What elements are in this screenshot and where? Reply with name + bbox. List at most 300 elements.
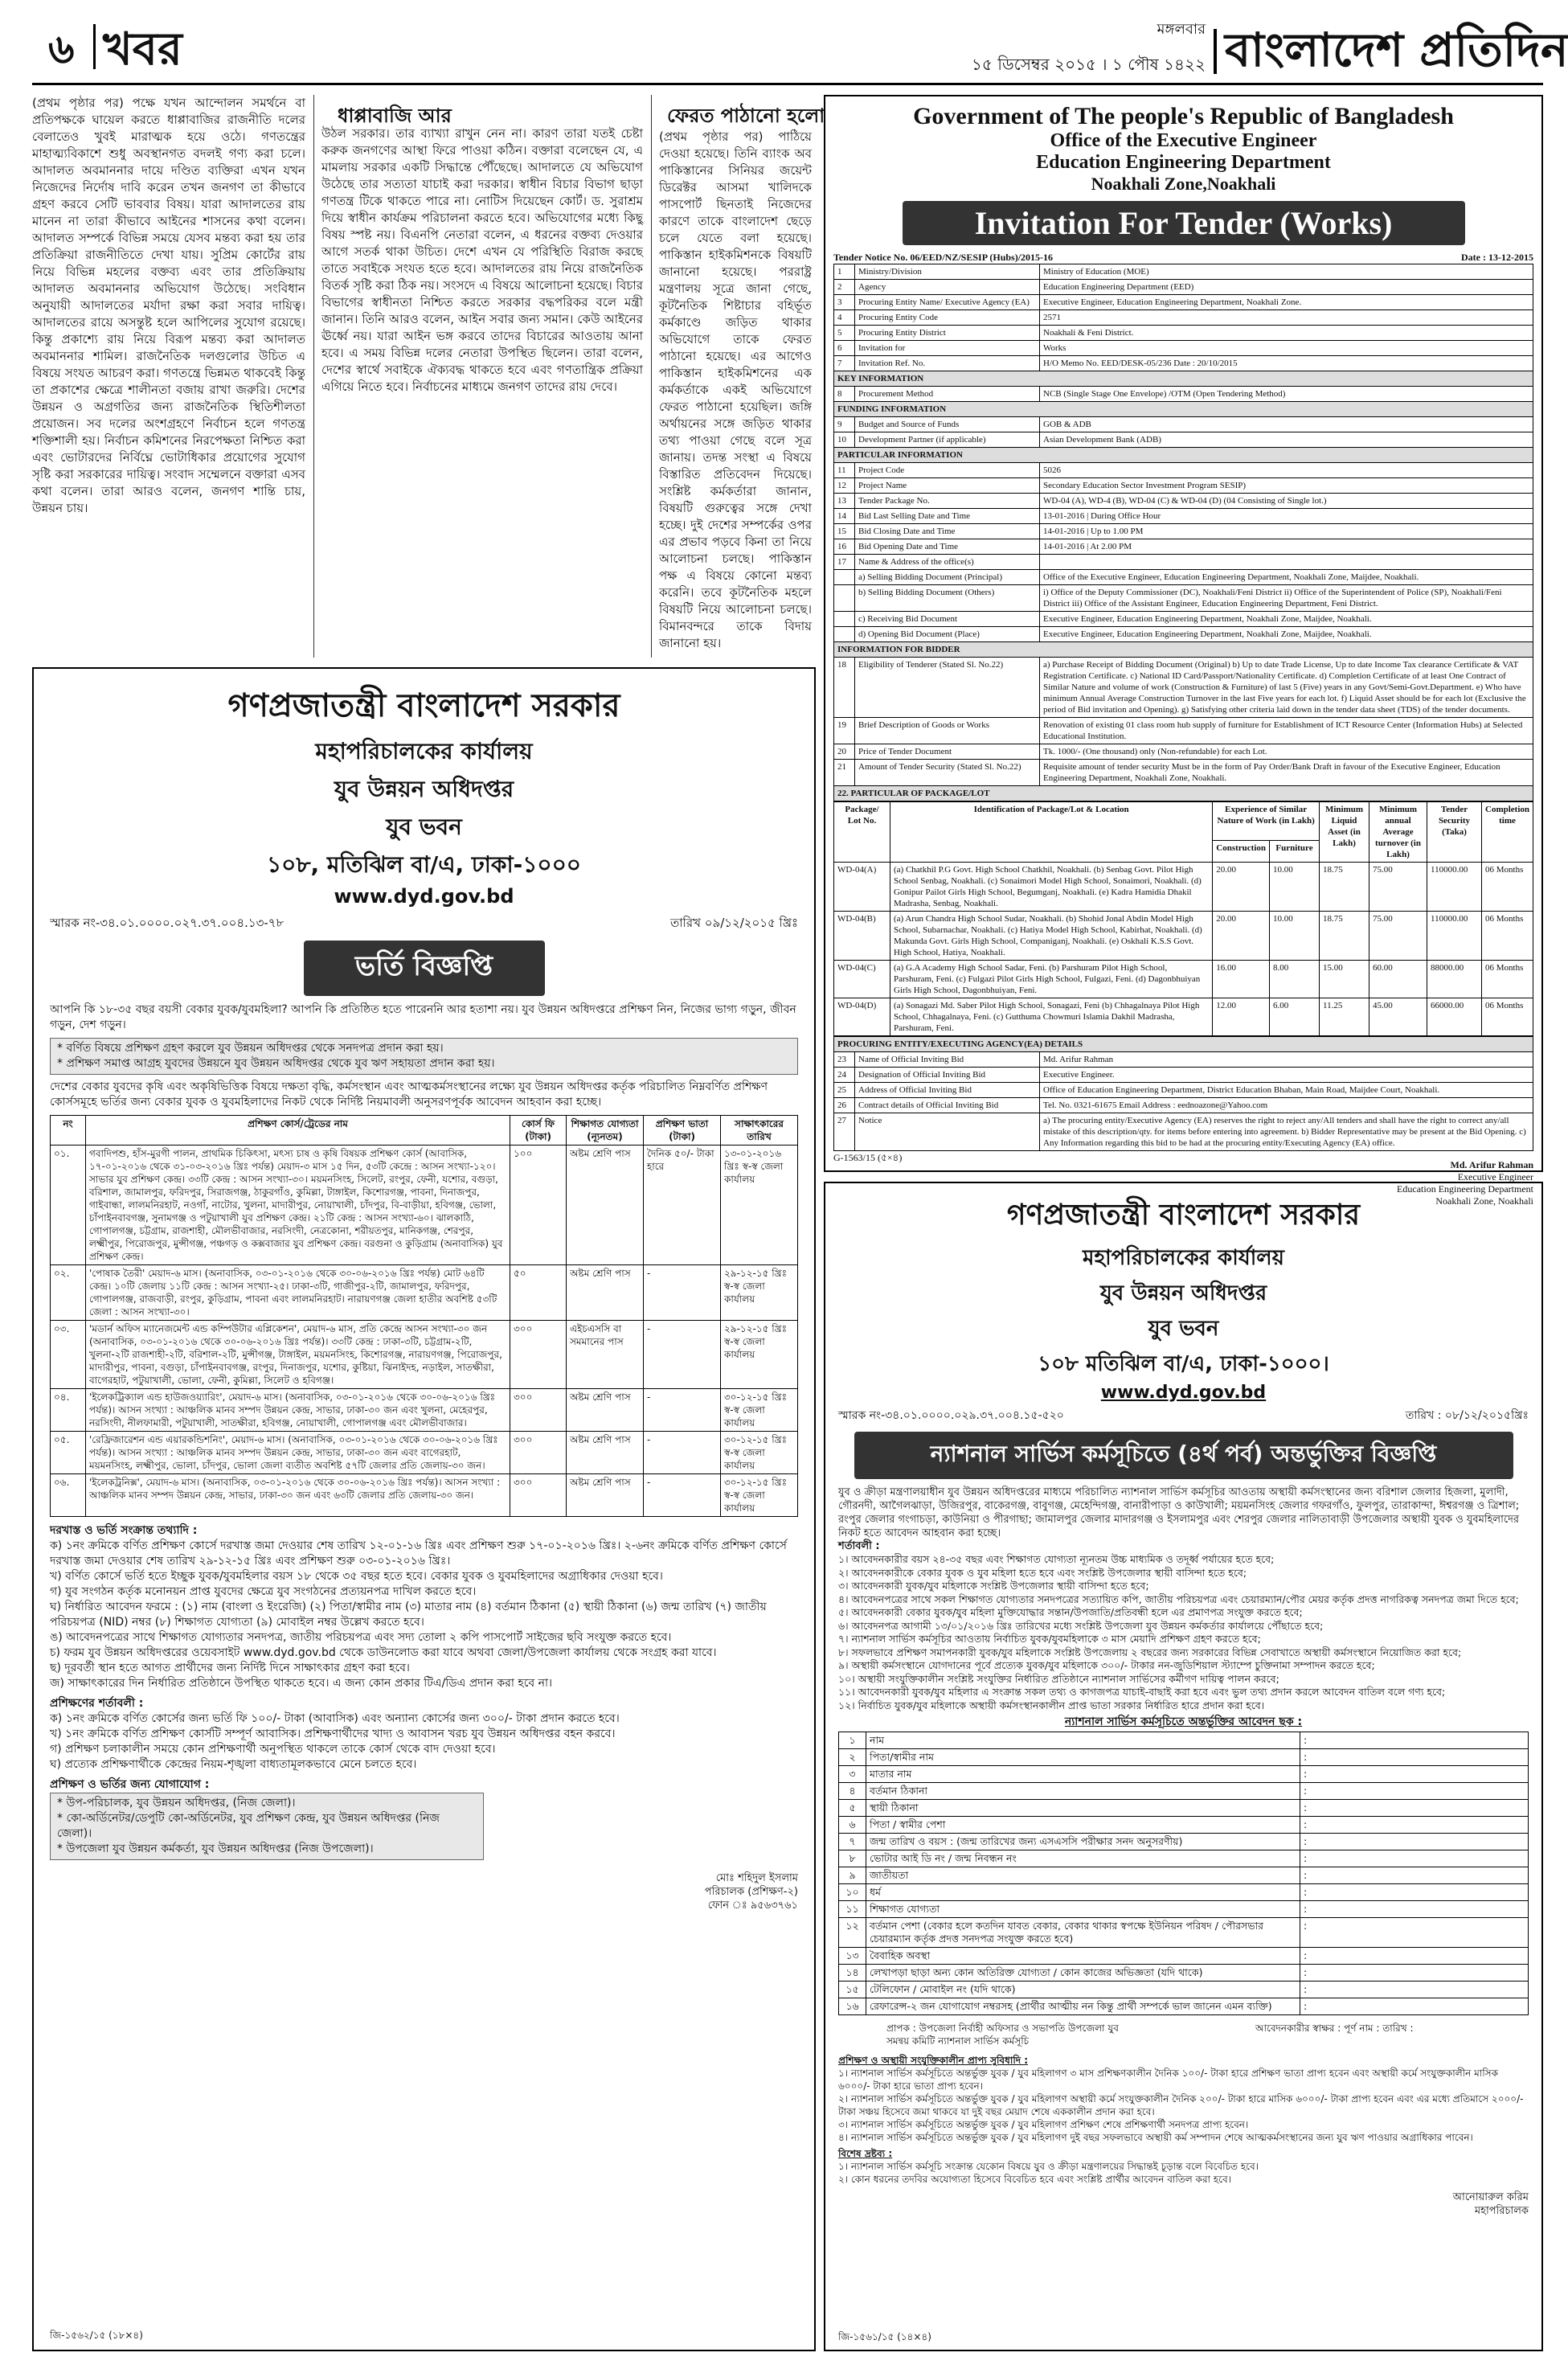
- table-cell: 8: [834, 387, 855, 402]
- table-row: [51, 1321, 798, 1389]
- column-header: প্রশিক্ষণ ভাতা (টাকা): [644, 1116, 721, 1146]
- table-cell: 15: [834, 524, 855, 539]
- office-name: Office of the Executive Engineer: [1050, 130, 1317, 151]
- table-cell: 1: [834, 264, 855, 280]
- form-value[interactable]: :: [1300, 1918, 1529, 1948]
- gov-title: Government of The people's Republic of Bangladesh: [913, 103, 1454, 129]
- list-item: জ) সাক্ষাৎকারের দিন নির্ধারিত প্রতিষ্ঠানে উপস্থিত থাকতে হবে। এ জন্য কোন প্রকার টিএ/ডিএ প্রদান করা হবে না।: [50, 1677, 553, 1690]
- conditions-title: শর্তাবলী :: [838, 1540, 880, 1552]
- receiver-block: [838, 2022, 1529, 2047]
- course-table: [50, 1115, 798, 1517]
- section-row: [834, 371, 1533, 387]
- list-item: ৭। ন্যাশনাল সার্ভিস কর্মসূচির আওতায় নির্বাচিত যুবক/যুবমহিলাকে ৩ মাস মেয়াদি প্রশিক্ষণ গ্রহণ করতে হবে;: [838, 1633, 1261, 1645]
- table-row: [834, 555, 1533, 570]
- issue-date: ১৫ ডিসেম্বর ২০১৫ । ১ পৌষ ১৪২২: [971, 55, 1206, 74]
- table-cell: অষ্টম শ্রেণি পাস: [567, 1432, 644, 1474]
- list-item: ঘ) নির্ধারিত আবেদন ফরমে : (১) নাম (বাংলা ও ইংরেজি) (২) পিতা/স্বামীর নাম (৩) মাতার নাম (৪) বর্তমান ঠিকানা (৫) স্থায়ী ঠিকানা (৬) জন্ম তারিখ (৭) জাতীয় পরিচয়পত্র (NID) নম্বর (৮) শিক্ষাগত যোগ্যতা (৯) মোবাইল নম্বর উল্লেখ করতে হবে।: [50, 1600, 767, 1629]
- form-number: ৯: [839, 1867, 866, 1884]
- table-cell: Renovation of existing 01 class room hub supply of furniture for Establishment of ICT Resource Center (Information Hubs) at Selected Educational Institution.: [1040, 718, 1533, 744]
- form-label: শিক্ষাগত যোগ্যতা: [866, 1901, 1300, 1918]
- table-cell: Project Name: [855, 478, 1040, 494]
- table-cell: Agency: [855, 280, 1040, 295]
- table-row: [834, 718, 1533, 744]
- list-item: ৪। আবেদনপত্রের সাথে সকল শিক্ষাগত যোগ্যতার সনদপত্রের সত্যায়িত কপি, জাতীয় পরিচয়পত্র এবং চেয়ারম্যান/পৌর মেয়র কর্তৃক প্রদত্ত নাগরিকত্ব সনদপত্র জমা দিতে হবে;: [838, 1592, 1519, 1605]
- column-header: কোর্স ফি (টাকা): [510, 1116, 567, 1146]
- list-item: খ) বর্ণিত কোর্সে ভর্তি হতে ইচ্ছুক যুবক/যুবমহিলার বয়স ১৮ থেকে ৩৫ বছর হতে হবে। বেকার যুবক ও যুবমহিলাদের অগ্রাধিকার দেওয়া হবে।: [50, 1570, 663, 1583]
- form-number: ১৪: [839, 1965, 866, 1982]
- table-cell: Requisite amount of tender security Must be in the form of Pay Order/Bank Draft in favour of the Executive Engineer, Education Engineering Department, Noakhali Zone, Noakhali.: [1040, 760, 1533, 786]
- form-number: ২: [839, 1749, 866, 1766]
- table-row: [834, 1098, 1533, 1113]
- table-cell: 18.75: [1320, 912, 1369, 961]
- table-cell: Procuring Entity District: [855, 326, 1040, 341]
- column-header: Identification of Package/Lot & Location: [890, 802, 1213, 863]
- table-cell: অষ্টম শ্রেণি পাস: [567, 1389, 644, 1432]
- list-item: ১। ন্যাশনাল সার্ভিস কর্মসূচি সংক্রান্ত যেকোন বিষয়ে যুব ও ক্রীড়া মন্ত্রণালয়ের সিদ্ধান্তই চূড়ান্ত বলে বিবেচিত হবে।: [838, 2161, 1259, 2172]
- table-cell: 7: [834, 356, 855, 371]
- form-number: ১০: [839, 1884, 866, 1901]
- table-cell: WD-04(D): [834, 998, 890, 1036]
- table-cell: H/O Memo No. EED/DESK-05/236 Date : 20/10/2015: [1040, 356, 1533, 371]
- table-cell: 88000.00: [1427, 961, 1482, 998]
- column-header: Experience of Similar Nature of Work (in Lakh): [1213, 802, 1320, 841]
- form-number: ৪: [839, 1783, 866, 1800]
- table-cell: 4: [834, 310, 855, 326]
- table-row: [834, 1113, 1533, 1151]
- table-cell: 06 Months: [1482, 863, 1533, 912]
- benefits-list: [838, 2067, 1529, 2144]
- form-row: [839, 1749, 1529, 1766]
- form-number: ১৩: [839, 1948, 866, 1965]
- tender-title: Invitation For Tender (Works): [903, 201, 1465, 245]
- notice-title: ন্যাশনাল সার্ভিস কর্মসূচিতে (৪র্থ পর্ব) অন্তর্ভুক্তির বিজ্ঞপ্তি: [854, 1432, 1513, 1479]
- table-row: [834, 387, 1533, 402]
- table-cell: অষ্টম শ্রেণি পাস: [567, 1146, 644, 1265]
- table-row: [834, 863, 1533, 912]
- column-header: সাক্ষাৎকারের তারিখ: [721, 1116, 798, 1146]
- form-label: লেখাপড়া ছাড়া অন্য কোন অতিরিক্ত যোগ্যতা / কোন কাজের অভিজ্ঞতা (যদি থাকে): [866, 1965, 1300, 1982]
- news-column-1: (প্রথম পৃষ্ঠার পর) পক্ষে যখন আন্দোলন সমর্থনে বা প্রতিপক্ষকে ঘায়েল করতে ধাপ্পাবাজির রাজনীতি দলের বেলাতেও খুবই মারাত্মক হয়ে ওঠে। গণতন্ত্রের মাহাত্ম্যবিকাশে শুধু অবস্থানগত বদলই গণ্য করা চলে। আদালত অবমাননার দায়ে দণ্ডিত ব্যক্তিরা এখন যখন নিজেদের নির্দোষ দাবি করেন তখন জনগণ তা কীভাবে গ্রহণ করবে সেটি ভাববার বিষয়। যারা আদালতের রায় মানেন না তারা কীভাবে আইনের শাসনের কথা বলেন। আদালত সম্পর্কে বিভিন্ন সময়ে যেসব মন্তব্য করা হয় তার প্রতিক্রিয়া রাজনীতিতে দেখা যায়। সুপ্রিম কোর্টের রায় নিয়ে বিভিন্ন মহলের বক্তব্য এবং তার প্রতিক্রিয়ায় আদালত অবমাননার অভিযোগ উঠেছে। সংবিধান অনুযায়ী আদালতের মর্যাদা রক্ষা করা সবার দায়িত্ব। আদালতের রায়ে অসন্তুষ্ট হলে আপিলের সুযোগ রয়েছে। কিন্তু প্রকাশ্যে রায় নিয়ে বিরূপ মন্তব্য করা আদালত অবমাননার শামিল। রাজনৈতিক দলগুলোর উচিত এ বিষয়ে সংযত আচরণ করা। গণতন্ত্রে ভিন্নমত থাকবেই কিন্তু তা প্রকাশের ক্ষেত্রে শালীনতা বজায় রাখা জরুরি। দেশের উন্নয়ন ও অগ্রগতির জন্য রাজনৈতিক স্থিতিশীলতা প্রয়োজন। সব দলের অংশগ্রহণে নির্বাচন হলে গণতন্ত্র শক্তিশালী হয়। নির্বাচন কমিশনের নিরপেক্ষতা নিশ্চিত করা এবং ভোটারদের নির্বিঘ্নে ভোটাধিকার প্রয়োগের সুযোগ সৃষ্টি করা সরকারের দায়িত্ব। সংবাদ সম্মেলনে বক্তারা এসব কথা বলেন। তারা আরও বলেন, জনগণ শান্তি চায়, উন্নয়ন চায়।: [32, 96, 305, 515]
- table-cell: গবাদিপশু, হাঁস-মুরগী পালন, প্রাথমিক চিকিৎসা, মৎস্য চাষ ও কৃষি বিষয়ক প্রশিক্ষণ কোর্স (আবাসিক, ১৭-০১-২০১৬ থেকে ৩১-০৩-২০১৬ খ্রিঃ পর্যন্ত) মেয়াদ-৩ মাস ১৫ দিন, ৫৩টি কেন্দ্রে : আসন সংখ্যা-১২০। সাভার যুব প্রশিক্ষণ কেন্দ্র। ৩৩টি কেন্দ্র : আসন সংখ্যা-৩০। ময়মনসিংহ, সিলেট, রংপুর, ফেনী, যশোর, বগুড়া, বরিশাল, জামালপুর, ফরিদপুর, সিরাজগঞ্জ, ঠাকুরগাঁও, কুমিল্লা, টাঙ্গাইল, কিশোরগঞ্জ, পাবনা, দিনাজপুর, গাইবান্ধা, লালমনিরহাট, নওগাঁ, নাটোর, খুলনা, মাদারীপুর, নোয়াখালী, চাঁদপুর, বি-বাড়ীয়া, হবিগঞ্জ, ভোলা, চাঁপাইনবাবগঞ্জ, সুনামগঞ্জ ও পটুয়াখালী যুব প্রশিক্ষণ কেন্দ্র। ২১টি কেন্দ্র : আসন সংখ্যা-৬০। ঝালকাঠি, গোপালগঞ্জ, চট্টগ্রাম, রাজশাহী, মৌলভীবাজার, নরসিংদী, নেত্রকোনা, শরীয়তপুর, মানিকগঞ্জ, শেরপুর, লক্ষ্মীপুর, পিরোজপুর, মুন্সীগঞ্জ, পঞ্চগড় ও কক্সবাজার যুব প্রশিক্ষণ কেন্দ্র। বরগুনা ও কুড়িগ্রাম (অনাবাসিক) যুব প্রশিক্ষণ কেন্দ্র।: [86, 1146, 510, 1265]
- department-name: যুব উন্নয়ন অধিদপ্তর: [334, 776, 514, 802]
- form-value[interactable]: :: [1300, 1998, 1529, 2015]
- table-cell: 110000.00: [1427, 863, 1482, 912]
- table-cell: Executive Engineer, Education Engineering Department, Noakhali Zone, Maijdee, Noakhali.: [1040, 627, 1533, 642]
- advertisement-admission: [32, 667, 816, 2351]
- advertisement-national-service: [824, 1182, 1543, 2351]
- form-value[interactable]: :: [1300, 1884, 1529, 1901]
- table-cell: 75.00: [1369, 863, 1427, 912]
- table-cell: 15.00: [1320, 961, 1369, 998]
- rules-title: দরখাস্ত ও ভর্তি সংক্রান্ত তথ্যাদি :: [50, 1524, 198, 1537]
- section-label: FUNDING INFORMATION: [834, 402, 1533, 417]
- table-cell: a) Selling Bidding Document (Principal): [855, 570, 1040, 585]
- table-row: [834, 494, 1533, 509]
- table-cell: 06 Months: [1482, 961, 1533, 998]
- note: * বর্ণিত বিষয়ে প্রশিক্ষণ গ্রহণ করলে যুব উন্নয়ন অধিদপ্তর থেকে সনদপত্র প্রদান করা হয়।: [57, 1042, 444, 1055]
- table-cell: 2: [834, 280, 855, 295]
- section-label: PROCURING ENTITY/EXECUTING AGENCY(EA) DETAILS: [834, 1037, 1533, 1052]
- column-header: Tender Security (Taka): [1427, 802, 1482, 863]
- table-cell: WD-04(A): [834, 863, 890, 912]
- table-cell: 10.00: [1270, 863, 1320, 912]
- form-label: পিতা/স্বামীর নাম: [866, 1749, 1300, 1766]
- form-value[interactable]: :: [1300, 1749, 1529, 1766]
- table-cell: 13: [834, 494, 855, 509]
- table-row: [834, 326, 1533, 341]
- form-row: [839, 1918, 1529, 1948]
- table-cell: 25: [834, 1083, 855, 1098]
- form-label: জাতীয়তা: [866, 1867, 1300, 1884]
- conditions-list: [838, 1553, 1529, 1712]
- table-cell: Ministry/Division: [855, 264, 1040, 280]
- form-value[interactable]: :: [1300, 1800, 1529, 1817]
- table-row: [51, 1146, 798, 1265]
- department-name: Education Engineering Department: [1036, 152, 1331, 173]
- form-value[interactable]: :: [1300, 1901, 1529, 1918]
- form-value[interactable]: :: [1300, 1834, 1529, 1850]
- table-row: [51, 1432, 798, 1474]
- list-item: চ) ফরম যুব উন্নয়ন অধিদপ্তরের ওয়েবসাইট www.dyd.gov.bd থেকে ডাউনলোড করা যাবে অথবা জেলা/উপজেলা কার্যালয় থেকে সংগ্রহ করা যাবে।: [50, 1646, 717, 1659]
- table-cell: [1040, 555, 1533, 570]
- table-cell: ১০০: [510, 1146, 567, 1265]
- form-value[interactable]: :: [1300, 1965, 1529, 1982]
- memo-line: [838, 1406, 1529, 1425]
- notice-line: [833, 252, 1533, 264]
- signer-name: আনোয়ারুল করিম: [1452, 2191, 1529, 2203]
- table-cell: Education Engineering Department (EED): [1040, 280, 1533, 295]
- table-cell: ১৩-০১-২০১৬ খ্রিঃ স্ব-স্ব জেলা কার্যালয়: [721, 1146, 798, 1265]
- section-label: KEY INFORMATION: [834, 371, 1533, 387]
- table-cell: 06 Months: [1482, 998, 1533, 1036]
- table-cell: 2571: [1040, 310, 1533, 326]
- form-value[interactable]: :: [1300, 1948, 1529, 1965]
- table-row: [834, 539, 1533, 555]
- table-cell: Invitation for: [855, 341, 1040, 356]
- memo-date: তারিখ : ০৮/১২/২০১৫খ্রিঃ: [1405, 1409, 1529, 1422]
- table-row: [834, 1083, 1533, 1098]
- form-row: [839, 1998, 1529, 2015]
- section-row: [834, 402, 1533, 417]
- list-item: ২। আবেদনকারীকে বেকার যুবক ও যুব মহিলা হতে হবে এবং সংশ্লিষ্ট উপজেলার স্থায়ী বাসিন্দা হতে হবে;: [838, 1566, 1247, 1579]
- table-cell: 18.75: [1320, 863, 1369, 912]
- page-number: ৬: [48, 25, 75, 72]
- table-cell: ২৯-১২-১৫ খ্রিঃ স্ব-স্ব জেলা কার্যালয়: [721, 1321, 798, 1389]
- table-cell: 27: [834, 1113, 855, 1151]
- table-cell: d) Opening Bid Document (Place): [855, 627, 1040, 642]
- table-cell: Eligibility of Tenderer (Stated Sl. No.22): [855, 658, 1040, 718]
- list-item: ৯। অস্থায়ী কর্মসংস্থানে যোগদানের পূর্বে প্রত্যেক যুবক/যুব মহিলাকে ৩০০/- টাকার নন-জুডিশিয়াল স্ট্যাম্পে চুক্তিনামা সম্পাদন করতে হবে;: [838, 1659, 1375, 1671]
- table-cell: Budget and Source of Funds: [855, 417, 1040, 432]
- table-cell: ০৫.: [51, 1432, 86, 1474]
- zone-name: Noakhali Zone,Noakhali: [1091, 174, 1276, 194]
- divider: [313, 95, 314, 658]
- table-cell: 10: [834, 432, 855, 448]
- table-cell: Procuring Entity Code: [855, 310, 1040, 326]
- form-row: [839, 1884, 1529, 1901]
- form-value[interactable]: :: [1300, 1817, 1529, 1834]
- form-row: [839, 1850, 1529, 1867]
- column-header: Package/ Lot No.: [834, 802, 890, 863]
- table-cell: 14: [834, 509, 855, 524]
- list-item: ১। ন্যাশনাল সার্ভিস কর্মসূচিতে অন্তর্ভুক্ত যুবক / যুব মহিলাগণ ৩ মাস প্রশিক্ষণকালীন দৈনিক ১০০/- টাকা হারে প্রশিক্ষণ ভাতা প্রাপ্য হবেন এবং অস্থায়ী কর্মে সংযুক্তকালীন মাসিক ৬০০০/- টাকা হারে ভাতা প্রাপ্য হবেন।: [838, 2068, 1499, 2092]
- form-value[interactable]: :: [1300, 1732, 1529, 1749]
- table-cell: (a) G.A Academy High School Sadar, Feni. (b) Parshuram Pilot High School, Parshuram, Feni. (c) Fulgazi Pilot Girls High School, Fulgazi, Feni. (d) Dagonbhuiyan Girls High School, Dagonbhuiyan, Feni.: [890, 961, 1213, 998]
- column-header: শিক্ষাগত যোগ্যতা (ন্যূনতম): [567, 1116, 644, 1146]
- table-row: [834, 744, 1533, 760]
- signer-title: পরিচালক (প্রশিক্ষণ-২): [704, 1886, 798, 1898]
- table-row: [834, 760, 1533, 786]
- newspaper-header: [32, 11, 1568, 85]
- signer-title: মহাপরিচালক: [1474, 2205, 1529, 2217]
- table-cell: Project Code: [855, 463, 1040, 478]
- signer-name: মোঃ শহিদুল ইসলাম: [715, 1872, 798, 1884]
- table-cell: 06 Months: [1482, 912, 1533, 961]
- table-cell: GOB & ADB: [1040, 417, 1533, 432]
- notice-number: Tender Notice No. 06/EED/NZ/SESIP (Hubs)/2015-16: [833, 252, 1054, 263]
- table-cell: Md. Arifur Rahman: [1040, 1052, 1533, 1068]
- section-label: PARTICULAR INFORMATION: [834, 448, 1533, 463]
- table-cell: i) Office of the Deputy Commissioner (DC), Noakhali/Feni District ii) Office of the Superintendent of Police (SP), Noakhali/Feni District iii) Office of the Assistant Engineer, Education Engineering Department, Feni District.: [1040, 585, 1533, 612]
- notice-title: ভর্তি বিজ্ঞপ্তি: [304, 941, 545, 996]
- table-cell: 10.00: [1270, 912, 1320, 961]
- signature-block: [50, 1871, 798, 1912]
- table-cell: 'ইলেকট্রিক্যাল এন্ড হাউজওয়্যারিং', মেয়াদ-৬ মাস। (অনাবাসিক, ০৩-০১-২০১৬ থেকে ৩০-০৬-২০১৬ খ্রিঃ পর্যন্ত)। আসন সংখ্যা : আঞ্চলিক মানব সম্পদ উন্নয়ন কেন্দ্র, সাভার, ঢাকা-৩০ জন এবং খুলনা, মেহেরপুর, নরসিংদী, নীলফামারী, পটুয়াখালী, সাতক্ষীরা, হবিগঞ্জ, নোয়াখালী, গোপালগঞ্জ এবং মৌলভীবাজার।: [86, 1389, 510, 1432]
- note: * প্রশিক্ষণ সমাপ্ত আগ্রহ যুবদের উন্নয়নে যুব উন্নয়ন অধিদপ্তর থেকে যুব ঋণ সহায়তা প্রদান করা হয়।: [57, 1057, 495, 1070]
- table-cell: Executive Engineer.: [1040, 1068, 1533, 1083]
- table-cell: Price of Tender Document: [855, 744, 1040, 760]
- column-header: Completion time: [1482, 802, 1533, 863]
- table-cell: ৩০-১২-১৫ খ্রিঃ স্ব-স্ব জেলা কার্যালয়: [721, 1474, 798, 1517]
- table-row: [834, 1068, 1533, 1083]
- table-cell: 23: [834, 1052, 855, 1068]
- table-cell: দৈনিক ৫০/- টাকা হারে: [644, 1146, 721, 1265]
- list-item: গ) যুব সংগঠন কর্তৃক মনোনয়ন প্রাপ্ত যুবদের ক্ষেত্রে যুব সংগঠনের প্রত্যয়নপত্র দাখিল করতে হবে।: [50, 1585, 477, 1598]
- table-cell: WD-04(C): [834, 961, 890, 998]
- contact-list: [50, 1793, 484, 1860]
- form-row: [839, 1901, 1529, 1918]
- office-address: ১০৮ মতিঝিল বা/এ, ঢাকা-১০০০।: [1038, 1352, 1329, 1376]
- table-cell: 21: [834, 760, 855, 786]
- list-item: ঘ) প্রত্যেক প্রশিক্ষণার্থীকে কেন্দ্রের নিয়ম-শৃঙ্খলা বাধ্যতামূলকভাবে মেনে চলতে হবে।: [50, 1758, 417, 1771]
- table-cell: Office of Education Engineering Department, District Education Bhaban, Main Road, Maijdee Court, Noakhali.: [1040, 1083, 1533, 1098]
- list-item: * উপজেলা যুব উন্নয়ন কর্মকর্তা, যুব উন্নয়ন অধিদপ্তর (নিজ উপজেলা)।: [57, 1842, 374, 1855]
- form-label: স্থায়ী ঠিকানা: [866, 1800, 1300, 1817]
- table-cell: 45.00: [1369, 998, 1427, 1036]
- column-header: Furniture: [1270, 840, 1320, 862]
- table-row: [834, 585, 1533, 612]
- receiver-right: আবেদনকারীর স্বাক্ষর : পূর্ণ নাম : তারিখ :: [1255, 2023, 1414, 2034]
- intro-paragraph: দেশের বেকার যুবদের কৃষি এবং অকৃষিভিত্তিক বিষয়ে দক্ষতা বৃদ্ধি, কর্মসংস্থান এবং আত্মকর্মসংস্থানের লক্ষ্যে যুব উন্নয়ন অধিদপ্তর কর্তৃক পরিচালিত নিম্নবর্ণিত প্রশিক্ষণ কোর্সসমূহে ভর্তির জন্য বেকার যুবক ও যুবমহিলাদের নিকট থেকে নির্দিষ্ট নিয়মাবলী অনুসরণপূর্বক আবেদন আহবান করা হচ্ছে।: [50, 1080, 768, 1109]
- rules-list: [50, 1539, 798, 1691]
- form-label: নাম: [866, 1732, 1300, 1749]
- form-row: [839, 1783, 1529, 1800]
- table-row: [834, 509, 1533, 524]
- contact-title: প্রশিক্ষণ ও ভর্তির জন্য যোগাযোগ :: [50, 1778, 210, 1791]
- table-cell: Tender Package No.: [855, 494, 1040, 509]
- table-cell: 16: [834, 539, 855, 555]
- memo-line: [50, 914, 798, 934]
- form-value[interactable]: :: [1300, 1982, 1529, 1998]
- list-item: গ) প্রশিক্ষণ চলাকালীন সময়ে কোন প্রশিক্ষণার্থী অনুপস্থিত থাকলে তাকে কোর্স থেকে বাদ দেওয়া হবে।: [50, 1743, 496, 1756]
- table-cell: -: [644, 1321, 721, 1389]
- intro-text: যুব ও ক্রীড়া মন্ত্রণালয়াধীন যুব উন্নয়ন অধিদপ্তরের মাধ্যমে পরিচালিত ন্যাশনাল সার্ভিস কর্মসূচির আওতায় অস্থায়ী কর্মসংস্থানের জন্য বরিশাল জেলার হিজলা, মুলাদী, গৌরনদী, আগৈলঝাড়া, উজিরপুর, বাকেরগঞ্জ, বাবুগঞ্জ, মেহেন্দিগঞ্জ, বানারীপাড়া ও কাউখালী; ময়মনসিংহ জেলার গফরগাঁও, ফুলপুর, তারাকান্দা, ঈশ্বরগঞ্জ ও ত্রিশাল; রংপুর জেলার গংগাচড়া, কাউনিয়া ও পীরগাছা; জামালপুর জেলার মাদারগঞ্জ ও ইসলামপুর এবং শেরপুর জেলার নালিতাবাড়ী উপজেলার অস্থায়ী যুবক ও যুবমহিলাদের নিকট হতে আবেদন আহবান করা হচ্ছে।: [838, 1486, 1520, 1539]
- table-cell: 60.00: [1369, 961, 1427, 998]
- list-item: ১। আবেদনকারীর বয়স ২৪-৩৫ বছর এবং শিক্ষাগত যোগ্যতা ন্যূনতম উচ্চ মাধ্যমিক ও তদূর্ধ্ব পর্যায়ের হতে হবে;: [838, 1553, 1275, 1565]
- form-value[interactable]: :: [1300, 1867, 1529, 1884]
- form-label: ভোটার আই ডি নং / জন্ম নিবন্ধন নং: [866, 1850, 1300, 1867]
- form-number: ৮: [839, 1850, 866, 1867]
- table-cell: -: [644, 1265, 721, 1321]
- table-row: [834, 356, 1533, 371]
- table-cell: 16.00: [1213, 961, 1270, 998]
- table-cell: 'পোষাক তৈরী' মেয়াদ-৬ মাস। (অনাবাসিক, ০৩-০১-২০১৬ থেকে ৩০-০৬-২০১৬ খ্রিঃ পর্যন্ত) মোট ৬৪টি কেন্দ্র। ১০টি জেলায় ১১টি কেন্দ্র : আসন সংখ্যা-২৫। ঢাকা-৩টি, গাজীপুর-২টি, জামালপুর, ফরিদপুর, গোপালগঞ্জ, রাজবাড়ী, রংপুর, কুড়িগ্রাম, পাবনা এবং লালমনিরহাট। নারায়ণগঞ্জ জেলা হাতীর অবশিষ্ট ৫৩টি জেলা : আসন সংখ্যা-৩০।: [86, 1265, 510, 1321]
- table-cell: Bid Opening Date and Time: [855, 539, 1040, 555]
- form-value[interactable]: :: [1300, 1850, 1529, 1867]
- table-cell: [834, 612, 855, 627]
- table-cell: NCB (Single Stage One Envelope) /OTM (Open Tendering Method): [1040, 387, 1533, 402]
- list-item: ৩। আবেদনকারী যুবক/যুব মহিলাকে সংশ্লিষ্ট উপজেলার স্থায়ী বাসিন্দা হতে হবে;: [838, 1580, 1149, 1592]
- table-cell: ৩০০: [510, 1321, 567, 1389]
- form-number: ১: [839, 1732, 866, 1749]
- table-row: [834, 432, 1533, 448]
- table-cell: a) The procuring entity/Executive Agency (EA) reserves the right to reject any/All tenders and shall have the right to correct any/all mistake of this description/qty. for items before entering into agreement. b) Bidder Representative may be present at the Bid Opening. c) Any Information regarding this bid to be had at the procuring entity/Executing Agency (EA) office.: [1040, 1113, 1533, 1151]
- table-cell: Address of Official Inviting Bid: [855, 1083, 1040, 1098]
- table-cell: Development Partner (if applicable): [855, 432, 1040, 448]
- list-item: ২। কোন ধরনের তদবির অযোগ্যতা হিসেবে বিবেচিত হবে এবং সংশ্লিষ্ট প্রার্থীর আবেদন বাতিল করা হবে।: [838, 2174, 1231, 2185]
- form-number: ৫: [839, 1800, 866, 1817]
- news-column-2: উঠল সরকার। তার ব্যাখ্যা রাখুন নেন না। কারণ তারা যতই চেষ্টা করুক জনগণের আস্থা ফিরে পাওয়া কঠিন। বক্তারা বলেছেন যে, এ মামলায় সরকার একটি সিদ্ধান্তে পৌঁছেছে। আদালতে যে অভিযোগ উঠেছে তার সত্যতা যাচাই করা দরকার। স্বাধীন বিচার বিভাগ ছাড়া গণতন্ত্র টিকে থাকতে পারে না। নোটিস দিয়েছেন কোর্ট। ড. সুরাশ্রম দিয়ে স্বাধীন কার্যক্রম পরিচালনা করতে হবে। অভিযোগের মধ্যে কিছু বিষয় স্পষ্ট নয়। বিএনপি নেতারা বলেন, এ ধরনের বক্তব্য দেওয়ার আগে সতর্ক থাকা উচিত। দেশে এখন যে পরিস্থিতি বিরাজ করছে তাতে সবাইকে সংযত হতে হবে। আদালতের রায় নিয়ে রাজনৈতিক বিতর্ক সৃষ্টি করা ঠিক নয়। সংসদে এ বিষয়ে আলোচনা হয়েছে। বিচার বিভাগের স্বাধীনতা নিশ্চিত করতে সরকার বদ্ধপরিকর বলে মন্ত্রী জানান। তিনি আরও বলেন, আইন সবার জন্য সমান। কেউ আইনের ঊর্ধ্বে নয়। যারা আইন ভঙ্গ করবে তাদের বিচারের আওতায় আনা হবে। এ সময় বিভিন্ন দলের নেতারা উপস্থিত ছিলেন। তারা বলেন, দেশের স্বার্থে সবাইকে ঐক্যবদ্ধ থাকতে হবে এবং গণতান্ত্রিক প্রক্রিয়া এগিয়ে নিতে হবে। নির্বাচনের মাধ্যমে জনগণ তাদের রায় দেবে।: [321, 126, 643, 394]
- divider: [1214, 29, 1217, 74]
- building-name: যুব ভবন: [1148, 1317, 1219, 1341]
- office-name: মহাপরিচালকের কার্যালয়: [1083, 1246, 1284, 1270]
- table-cell: Tel. No. 0321-61675 Email Address : eednoazone@Yahoo.com: [1040, 1098, 1533, 1113]
- table-cell: Name of Official Inviting Bid: [855, 1052, 1040, 1068]
- signer-zone: Noakhali Zone, Noakhali: [1435, 1195, 1533, 1207]
- form-label: মাতার নাম: [866, 1766, 1300, 1783]
- intro-text: আপনি কি ১৮-৩৫ বছর বয়সী বেকার যুবক/যুবমহিলা? আপনি কি প্রতিষ্ঠিত হতে পারেননি আর হতাশা নয়। যুব উন্নয়ন অধিদপ্তরে প্রশিক্ষণ নিন, নিজের ভাগ্য গড়ুন, জীবন গড়ুন, দেশ গড়ুন।: [50, 1003, 796, 1031]
- table-row: [834, 463, 1533, 478]
- office-address: ১০৮, মতিঝিল বা/এ, ঢাকা-১০০০: [267, 851, 581, 878]
- table-cell: Designation of Official Inviting Bid: [855, 1068, 1040, 1083]
- conditions-list: [50, 1711, 798, 1773]
- website: www.dyd.gov.bd: [1100, 1383, 1267, 1403]
- table-cell: [834, 585, 855, 612]
- signer-title: Executive Engineer: [1457, 1171, 1533, 1182]
- table-cell: ০৬.: [51, 1474, 86, 1517]
- table-row: [834, 912, 1533, 961]
- form-value[interactable]: :: [1300, 1766, 1529, 1783]
- table-cell: 8.00: [1270, 961, 1320, 998]
- form-row: [839, 1817, 1529, 1834]
- signer-dept: Education Engineering Department: [1397, 1183, 1533, 1195]
- form-row: [839, 1982, 1529, 1998]
- table-cell: a) Purchase Receipt of Bidding Document (Original) b) Up to date Trade License, Up to date Income Tax clearance Certificate & VAT Registration Certificate. c) National ID Card/Passport/Nationality Certificate. d) Completion Certificate of at least One Contract of Similar Nature and volume of work (Construction & Furniture) of last 5 (Five) years in any Govt/Semi-Govt.Department. e) Who have minimum Annual Average Construction Turnover in the last Five years for each lot. f) Liquid Asset should be for each lot (Exclusive the period of Bid invitation and Opening). g) Satisfying other criteria laid down in the tender data sheet (TDS) of the tender documents.: [1040, 658, 1533, 718]
- table-row: [834, 570, 1533, 585]
- form-row: [839, 1867, 1529, 1884]
- table-row: [834, 341, 1533, 356]
- form-label: জন্ম তারিখ ও বয়স : (জন্ম তারিখের জন্য এসএসসি পরীক্ষার সনদ অনুসরণীয়): [866, 1834, 1300, 1850]
- form-row: [839, 1766, 1529, 1783]
- table-cell: -: [644, 1474, 721, 1517]
- tender-notice: [824, 95, 1543, 1207]
- application-form-table: [838, 1732, 1529, 2015]
- table-cell: Amount of Tender Security (Stated Sl. No.22): [855, 760, 1040, 786]
- news-headline: ফেরত পাঠানো হলো: [667, 105, 825, 127]
- receiver-left: প্রাপক : উপজেলা নির্বাহী অফিসার ও সভাপতি উপজেলা যুব সমন্বয় কমিটি ন্যাশনাল সার্ভিস কর্মসূচি: [886, 2023, 1119, 2047]
- table-cell: Contract details of Official Inviting Bid: [855, 1098, 1040, 1113]
- list-item: ৪। ন্যাশনাল সার্ভিস কর্মসূচিতে অন্তর্ভুক্ত যুবক / যুব মহিলাগণ দুই বছর সফলভাবে অস্থায়ী কর্ম সম্পাদন শেষে আত্মকর্মসংস্থানের জন্য যুব ঋণ পাওয়ার অগ্রাধিকার পাবেন।: [838, 2132, 1473, 2143]
- office-name: মহাপরিচালকের কার্যালয়: [315, 738, 533, 764]
- table-cell: 6: [834, 341, 855, 356]
- form-label: টেলিফোন / মোবাইল নং (যদি থাকে): [866, 1982, 1300, 1998]
- table-cell: Tk. 1000/- (One thousand) only (Non-refundable) for each Lot.: [1040, 744, 1533, 760]
- table-cell: ৩০০: [510, 1432, 567, 1474]
- newspaper-title: বাংলাদেশ প্রতিদিন: [1225, 23, 1568, 77]
- table-cell: WD-04(B): [834, 912, 890, 961]
- table-cell: Secondary Education Sector Investment Program SESIP): [1040, 478, 1533, 494]
- table-cell: [834, 627, 855, 642]
- table-cell: অষ্টম শ্রেণি পাস: [567, 1265, 644, 1321]
- table-cell: ৫০: [510, 1265, 567, 1321]
- table-cell: 12: [834, 478, 855, 494]
- table-cell: ০৩.: [51, 1321, 86, 1389]
- table-cell: 24: [834, 1068, 855, 1083]
- table-cell: Bid Closing Date and Time: [855, 524, 1040, 539]
- form-label: বর্তমান পেশা (বেকার হলে কতদিন যাবত বেকার, বেকার থাকার স্বপক্ষে ইউনিয়ন পরিষদ / পৌরসভার চেয়ারম্যান কর্তৃক প্রদত্ত সনদপত্র সংযুক্ত করতে হবে): [866, 1918, 1300, 1948]
- form-value[interactable]: :: [1300, 1783, 1529, 1800]
- table-cell: 'রেফ্রিজারেশন এন্ড এয়ারকন্ডিশনিং', মেয়াদ-৬ মাস। (অনাবাসিক, ০৩-০১-২০১৬ থেকে ৩০-০৬-২০১৬ খ্রিঃ পর্যন্ত)। আসন সংখ্যা : আঞ্চলিক মানব সম্পদ উন্নয়ন কেন্দ্র, সাভার, ঢাকা-৩০ জন এবং বাগেরহাট, ময়মনসিংহ, লক্ষ্মীপুর, ভোলা, চাঁদপুর, ভোলা জেলা ব্যতীত অবশিষ্ট ৫৭টি জেলার প্রতি জেলায়-৩০ জন।: [86, 1432, 510, 1474]
- form-number: ১২: [839, 1918, 866, 1948]
- column-header: প্রশিক্ষণ কোর্স/ট্রেডের নাম: [86, 1116, 510, 1146]
- table-cell: 19: [834, 718, 855, 744]
- ad-code: জি-১৫৬২/১৫ (১৮×৪): [50, 2330, 143, 2341]
- list-item: ৫। আবেদনকারী বেকার যুবক/যুব মহিলা মুক্তিযোদ্ধার সন্তান/উপজাতি/প্রতিবন্ধী হলে এর প্রমাণপত্র সংযুক্ত করতে হবে;: [838, 1606, 1303, 1618]
- list-item: ১১। আবেদনকারী যুবক/যুব মহিলার এ সংক্রান্ত সকল তথ্য ও কাগজপত্র যাচাই-বাছাই করা হবে এবং ভুল তথ্য প্রদান করলে আবেদন বাতিল বলে গণ্য হবে;: [838, 1686, 1446, 1698]
- table-cell: 26: [834, 1098, 855, 1113]
- list-item: খ) ১নং ক্রমিকে বর্ণিত প্রশিক্ষণ কোর্সটি সম্পূর্ণ আবাসিক। প্রশিক্ষণার্থীদের খাদ্য ও আবাসন খরচ যুব উন্নয়ন অধিদপ্তর বহন করবে।: [50, 1727, 616, 1740]
- note-box: [50, 1038, 798, 1075]
- table-cell: (a) Sonagazi Md. Saber Pilot High School, Sonagazi, Feni (b) Chhagalnaya Pilot High School, Chhagalnaya, Feni. (c) Gutthuma Chowmuri Islamia Dakhil Madrasha, Parshuram, Feni.: [890, 998, 1213, 1036]
- table-cell: ০১.: [51, 1146, 86, 1265]
- benefits-title: প্রশিক্ষণ ও অস্থায়ী সংযুক্তিকালীন প্রাপ্য সুবিধাদি :: [838, 2055, 1029, 2066]
- section-label: INFORMATION FOR BIDDER: [834, 642, 1533, 658]
- table-cell: 5026: [1040, 463, 1533, 478]
- table-cell: [834, 570, 855, 585]
- ea-details-table: [833, 1036, 1533, 1151]
- tender-info-table: [833, 264, 1533, 801]
- table-cell: ০৪.: [51, 1389, 86, 1432]
- table-cell: (a) Arun Chandra High School Sudar, Noakhali. (b) Shohid Jonal Abdin Model High School, Subarnachar, Noakhali. (c) Hatiya Model High School, Kabirhat, Noakhali. (d) Makunda Govt. Girls High School, Companiganj, Noakhali. (e) Oskhali K.S.S Govt. High School, Hatiya, Noakhali.: [890, 912, 1213, 961]
- list-item: ঙ) আবেদনপত্রের সাথে শিক্ষাগত যোগ্যতার সনদপত্র, জাতীয় পরিচয়পত্র এবং সদ্য তোলা ২ কপি পাসপোর্ট সাইজের ছবি সংযুক্ত করতে হবে।: [50, 1631, 672, 1644]
- form-label: রেফারেন্স-২ জন যোগাযোগ নম্বরসহ (প্রার্থীর আত্মীয় নন কিন্তু প্রার্থী সম্পর্কে ভাল জানেন এমন ব্যক্তি): [866, 1998, 1300, 2015]
- table-row: [51, 1474, 798, 1517]
- table-cell: 14-01-2016 | At 2.00 PM: [1040, 539, 1533, 555]
- form-number: ৬: [839, 1817, 866, 1834]
- table-cell: 3: [834, 295, 855, 310]
- table-cell: Invitation Ref. No.: [855, 356, 1040, 371]
- table-cell: Asian Development Bank (ADB): [1040, 432, 1533, 448]
- form-number: ৩: [839, 1766, 866, 1783]
- gov-title: গণপ্রজাতন্ত্রী বাংলাদেশ সরকার: [227, 687, 620, 724]
- table-row: [834, 1052, 1533, 1068]
- table-cell: 11: [834, 463, 855, 478]
- website: www.dyd.gov.bd: [334, 885, 514, 908]
- news-headline: ধাপ্পাবাজি আর: [338, 105, 452, 127]
- table-cell: WD-04 (A), WD-4 (B), WD-04 (C) & WD-04 (D) (04 Consisting of Single lot.): [1040, 494, 1533, 509]
- table-cell: 75.00: [1369, 912, 1427, 961]
- table-row: [834, 627, 1533, 642]
